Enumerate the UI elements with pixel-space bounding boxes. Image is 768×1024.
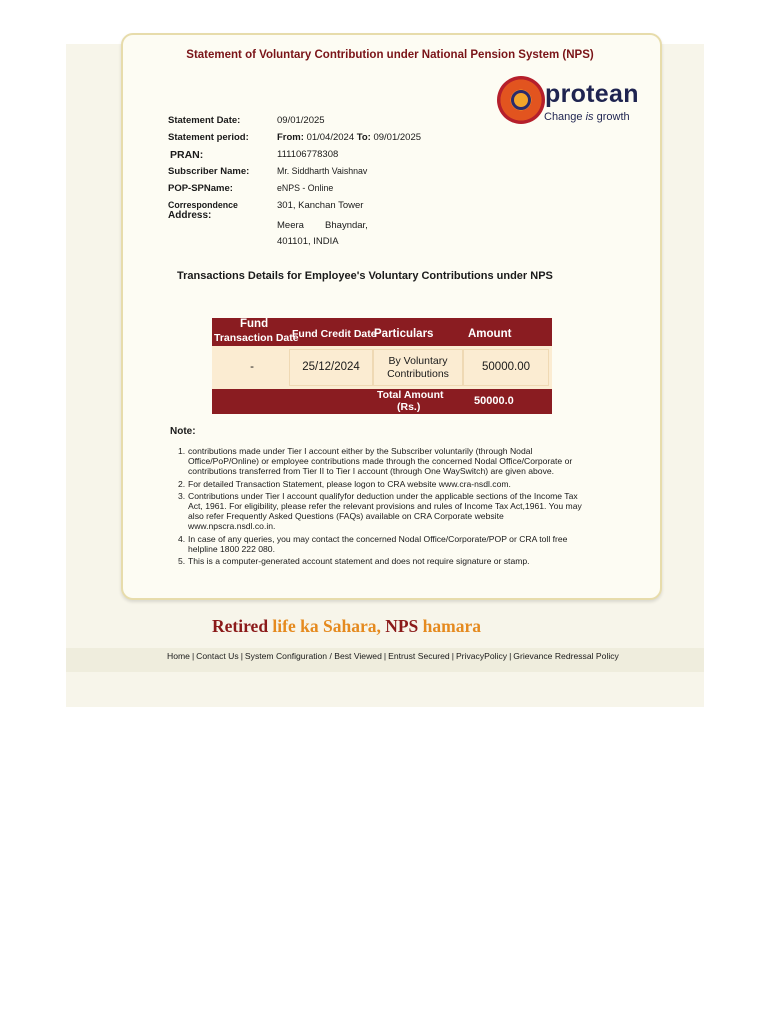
notes-list [178,446,586,569]
cell-credit-date: 25/12/2024 [289,349,373,386]
header-transaction-date: Transaction Date [214,332,299,344]
footer-link-home[interactable]: Home [167,651,190,661]
total-label-line-2: (Rs.) [397,401,421,413]
nps-tagline: Retired life ka Sahara, NPS hamara [212,616,481,636]
address-line-2: Meera Bhayndar, [277,220,368,231]
list-item: 5. This is a computer-generated account statement and does not require signature or stamp. [178,556,530,566]
address-label-line-2: Address: [168,210,212,221]
transactions-table [212,318,552,414]
statement-period-value: From: 01/04/2024 To: 09/01/2025 [277,132,422,143]
total-amount: 50000.0 [474,395,514,407]
cell-particulars: By Voluntary Contributions [373,349,463,386]
footer-links: Home | Contact Us | System Configuration / Best Viewed | Entrust Secured | PrivacyPolicy | Grievance Redressal Policy [167,651,619,661]
pop-sp-name-label: POP-SPName: [168,183,233,194]
header-credit-date: Fund Credit Date [292,328,377,340]
protean-logo-mark [497,76,545,124]
list-item: 3. Contributions under Tier I account qualifyfor deduction under the applicable sections of the Income Tax Act, 1961. For eligibility, please refer the relevant provisions and rules of Income Tax Act,1961. You may also refer Frequently Asked Questions (FAQs) available on CRA Corporate website www.npscra.nsdl.co.in. [178,491,582,531]
logo-wordmark: protean [545,80,639,108]
statement-date-value: 09/01/2025 [277,115,325,126]
footer-link-system-config[interactable]: System Configuration / Best Viewed [244,651,382,661]
table-total-row [212,389,552,414]
notes-heading: Note: [170,426,196,437]
footer-link-grievance[interactable]: Grievance Redressal Policy [513,651,619,661]
pran-value: 111106778308 [277,149,339,160]
address-label-line-1: Correspondence [168,200,238,210]
subscriber-name-value: Mr. Siddharth Vaishnav [277,166,368,176]
header-particulars: Particulars [374,328,434,340]
table-header-row [212,318,552,346]
address-line-3: 401101, INDIA [277,236,339,247]
statement-title: Statement of Voluntary Contribution under National Pension System (NPS) [186,49,594,61]
header-amount: Amount [468,328,512,340]
statement-period-label: Statement period: [168,132,249,143]
footer-link-contact[interactable]: Contact Us [196,651,239,661]
footer-link-entrust[interactable]: Entrust Secured [388,651,450,661]
pop-sp-name-value: eNPS - Online [277,183,334,193]
header-fund: Fund [240,318,269,330]
cell-amount: 50000.00 [463,349,549,386]
table-row [212,346,552,389]
logo-tagline: Change is growth [544,111,630,123]
total-label-line-1: Total Amount [377,389,444,401]
subscriber-name-label: Subscriber Name: [168,166,250,177]
list-item: 1. contributions made under Tier I account either by the Subscriber voluntarily (through Nodal Office/PoP/Online) or employee contributions made through the concerned Nodal Office/Corporate or contributions transferred from Tier II to Tier I account (through One WaySwitch) are given above. [178,446,573,476]
cell-transaction-date: - [250,361,254,373]
protean-logo [497,76,647,128]
footer-link-privacy[interactable]: PrivacyPolicy [455,651,508,661]
list-item: 2. For detailed Transaction Statement, please logon to CRA website www.cra-nsdl.com. [178,478,511,489]
transactions-heading: Transactions Details for Employee's Voluntary Contributions under NPS [177,270,553,282]
pran-label: PRAN: [170,149,204,161]
address-line-1: 301, Kanchan Tower [277,200,364,211]
statement-date-label: Statement Date: [168,115,241,126]
list-item: 4. In case of any queries, you may contact the concerned Nodal Office/Corporate/POP or CRA toll free helpline 1800 222 080. [178,533,568,554]
